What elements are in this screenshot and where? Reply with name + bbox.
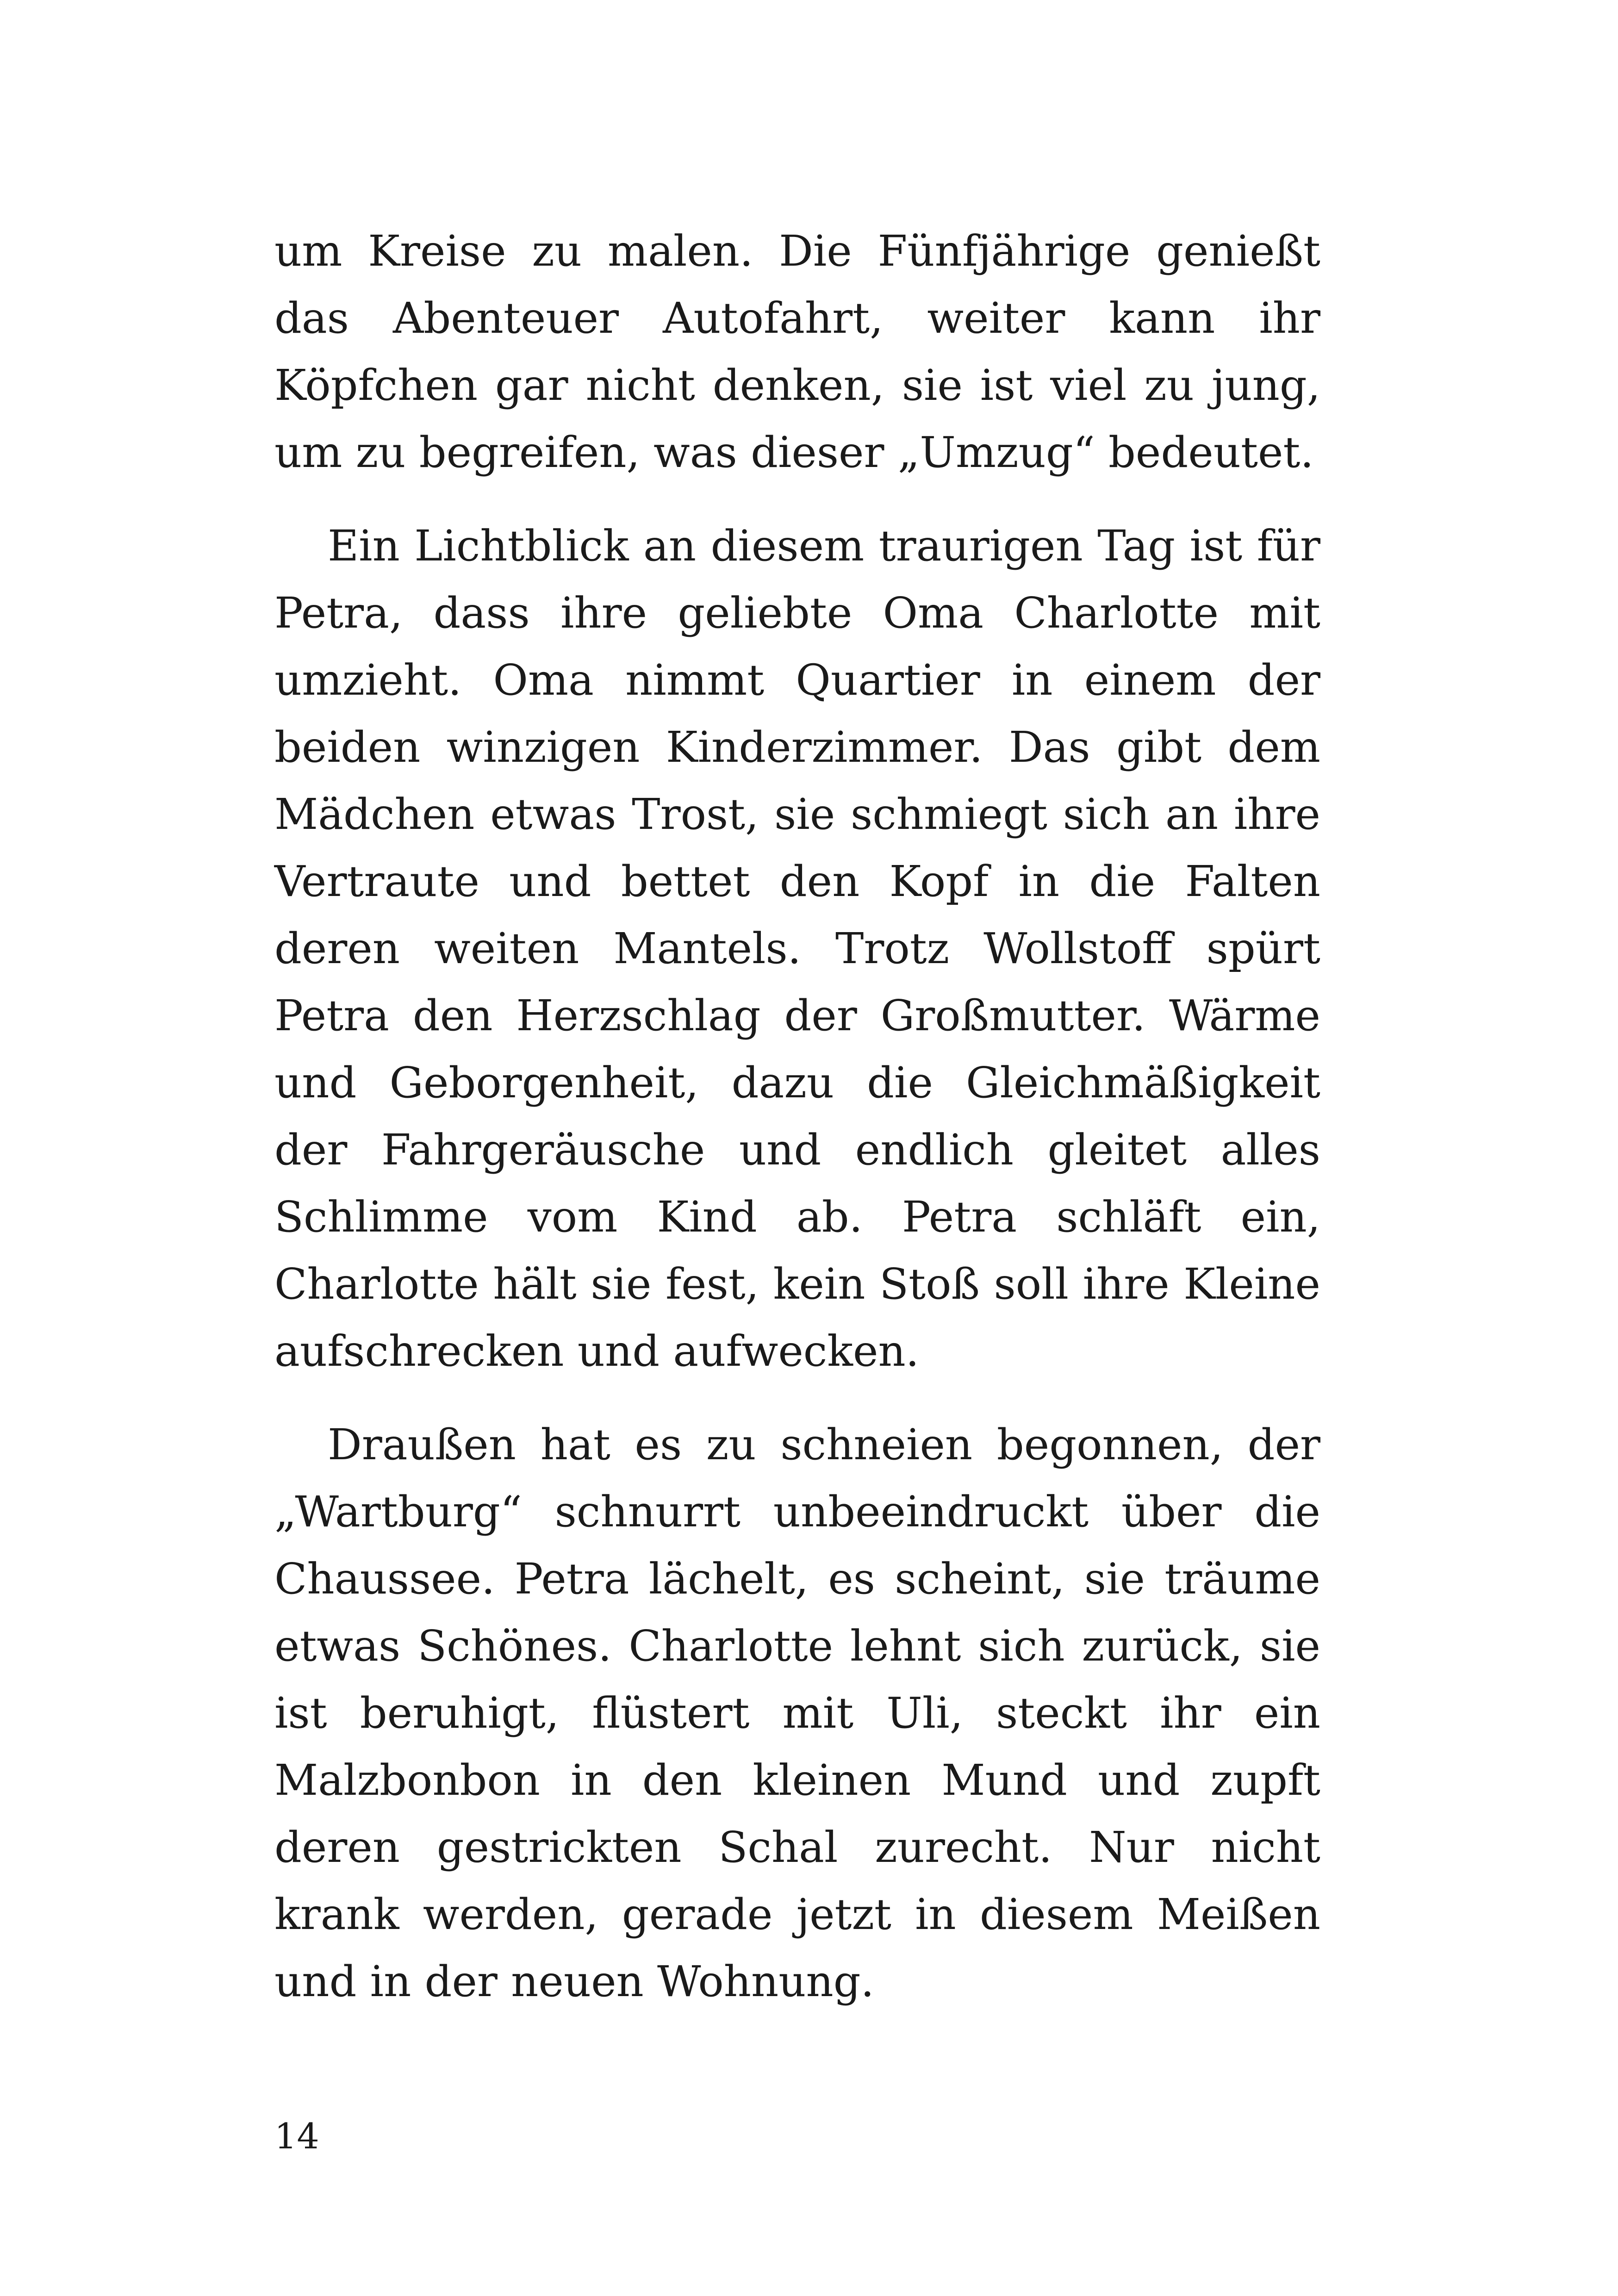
paragraph-draussen: Draußen hat es zu schneien begonnen, der „Wartburg“ schnurrt unbeeindruckt über die Chaussee. Petra lächelt, es scheint, sie träume etwas Schönes. Charlotte lehnt sich zurück, sie ist beruhigt, flüstert mit Uli, steckt ihr ein Malzbonbon in den kleinen Mund und zupft deren gestrickten Schal zurecht. Nur nicht krank werden, gerade jetzt in diesem Meißen und in der neuen Wohnung. [274,1420,1320,2006]
paragraph-lichtblick: Ein Lichtblick an diesem traurigen Tag ist für Petra, dass ihre geliebte Oma Charlotte mit umzieht. Oma nimmt Quartier in einem der beiden winzigen Kinderzimmer. Das gibt dem Mädchen etwas Trost, sie schmiegt sich an ihre Vertraute und bettet den Kopf in die Falten deren weiten Mantels. Trotz Wollstoff spürt Petra den Herzschlag der Großmutter. Wärme und Geborgenheit, dazu die Gleichmäßigkeit der Fahrgeräusche und endlich gleitet alles Schlimme vom Kind ab. Petra schläft ein, Charlotte hält sie fest, kein Stoß soll ihre Kleine aufschrecken und aufwecken. [274,521,1320,1376]
paragraph-continuation: um Kreise zu malen. Die Fünfjährige genießt das Abenteuer Autofahrt, weiter kann ihr Köpfchen gar nicht denken, sie ist viel zu jung, um zu begreifen, was dieser „Umzug“ bedeutet. [274,226,1320,477]
body-text [274,218,1320,2041]
page-number: 14 [274,2116,319,2157]
